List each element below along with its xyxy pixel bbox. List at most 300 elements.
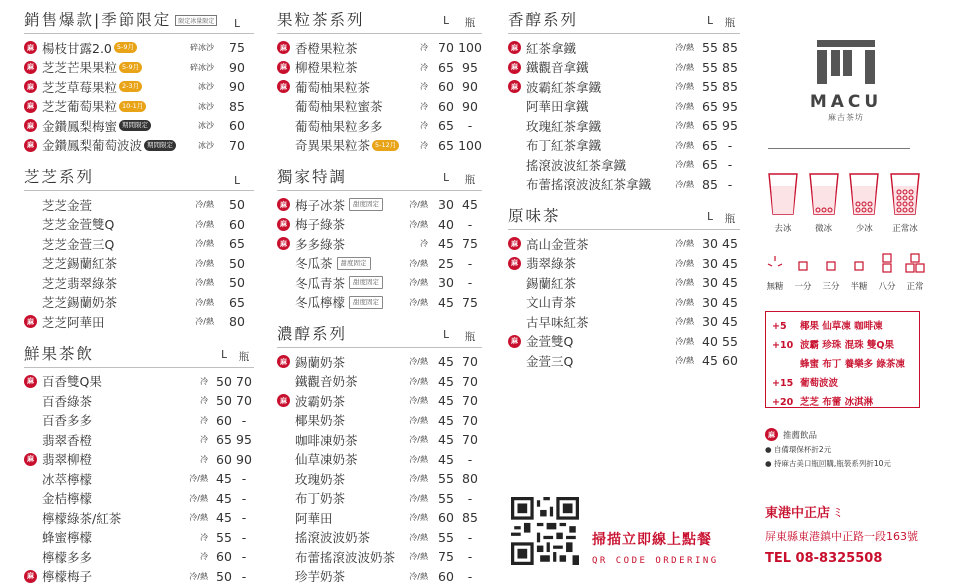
section-title: 原味茶 [508, 207, 561, 225]
item-tag: 甜度固定 [337, 257, 371, 270]
item-name: 古早味紅茶 [526, 314, 589, 330]
item-name: 咖啡凍奶茶 [295, 432, 358, 448]
item-temperature: 冷/熱 [409, 474, 428, 484]
menu-item[interactable] [24, 528, 254, 548]
menu-item[interactable] [277, 352, 482, 372]
menu-item[interactable] [277, 77, 482, 97]
item-name: 波霸紅茶拿鐵 [526, 79, 602, 95]
item-price: 70 [462, 432, 478, 448]
item-price: - [727, 157, 733, 173]
item-name: 仙草凍奶茶 [295, 452, 358, 468]
menu-item[interactable] [24, 450, 254, 470]
menu-item[interactable] [277, 234, 482, 254]
item-price: 65 [702, 98, 718, 114]
item-price: - [241, 412, 247, 428]
item-temperature: 冷/熱 [195, 258, 214, 268]
item-price: 55 [702, 59, 718, 75]
item-name: 布丁奶茶 [295, 491, 346, 507]
item-name: 梅子冰茶 [295, 197, 346, 213]
item-temperature: 冷 [420, 121, 428, 131]
menu-item[interactable] [24, 77, 254, 97]
addon-items: 葡萄波波 [800, 378, 839, 389]
menu-item[interactable] [508, 38, 740, 58]
item-name: 檸檬綠茶/紅茶 [42, 510, 122, 526]
menu-item[interactable] [277, 293, 482, 313]
sugar-cube-icon [820, 252, 842, 274]
item-name: 金萱雙Q [526, 334, 574, 350]
menu-item[interactable] [24, 508, 254, 528]
item-price: - [241, 471, 247, 487]
item-temperature: 冷/熱 [409, 200, 428, 210]
item-price: 65 [229, 236, 245, 252]
item-temperature: 冰沙 [198, 140, 214, 150]
item-name: 錫蘭奶茶 [295, 354, 346, 370]
item-temperature: 冷 [420, 82, 428, 92]
sugar-level-label: 一分 [794, 282, 812, 292]
item-price: 45 [722, 275, 738, 291]
item-name: 金鑽鳳梨梅蜜 [42, 118, 118, 134]
item-price: 60 [216, 412, 232, 428]
item-temperature: 冷/熱 [195, 200, 214, 210]
section-title: 芝芝系列 [24, 168, 95, 186]
item-name: 錫蘭紅茶 [526, 275, 577, 291]
item-price: 50 [216, 393, 232, 409]
item-price: 65 [216, 432, 232, 448]
section-title: 獨家特調 [277, 168, 348, 186]
item-temperature: 冷/熱 [409, 297, 428, 307]
item-price: 90 [462, 98, 478, 114]
item-name: 柳橙果粒茶 [295, 60, 358, 76]
item-temperature: 冷/熱 [409, 552, 428, 562]
item-price: - [241, 568, 247, 584]
item-temperature: 冷 [200, 396, 208, 406]
item-price: 85 [722, 59, 738, 75]
recommend-icon: 麻 [24, 453, 37, 466]
item-price: 85 [462, 510, 478, 526]
item-price: 65 [438, 59, 454, 75]
menu-item[interactable] [277, 489, 482, 509]
menu-item[interactable] [24, 547, 254, 567]
item-price: 55 [702, 79, 718, 95]
item-temperature: 冷 [420, 101, 428, 111]
item-temperature: 冷/熱 [675, 179, 694, 189]
item-name: 芝芝金萱三Q [42, 236, 115, 252]
recommend-icon: 麻 [765, 428, 778, 441]
item-temperature: 冷/熱 [675, 43, 694, 53]
item-temperature: 冷/熱 [409, 532, 428, 542]
item-tag: 2-3月 [119, 81, 142, 92]
addon-items: 蜂蜜 布丁 養樂多 綠茶凍 [800, 359, 905, 370]
item-name: 珍芋奶茶 [295, 569, 346, 585]
menu-item[interactable] [508, 234, 740, 254]
item-price: 45 [438, 236, 454, 252]
recommend-icon: 麻 [24, 119, 37, 132]
ice-level-label: 少冰 [855, 224, 873, 234]
ice-level-item [805, 170, 843, 234]
column-header: L [443, 15, 449, 27]
item-price: - [467, 568, 473, 584]
menu-item[interactable] [277, 430, 482, 450]
addon-row [772, 393, 913, 412]
recommend-icon: 麻 [508, 257, 521, 270]
section-title: 鮮果茶飲 [24, 344, 95, 363]
section-column-headers [214, 349, 254, 364]
item-temperature: 冰沙 [198, 121, 214, 131]
item-temperature: 冷/熱 [675, 140, 694, 150]
item-name: 百香雙Q果 [42, 374, 102, 390]
item-price: 30 [702, 236, 718, 252]
item-name: 冬瓜茶 [295, 256, 333, 272]
item-price: 60 [229, 216, 245, 232]
item-price: 40 [702, 333, 718, 349]
sugar-level-item [792, 252, 814, 292]
item-price: 90 [236, 451, 252, 467]
item-price: 30 [702, 255, 718, 271]
menu-item[interactable] [24, 469, 254, 489]
item-temperature: 冷 [420, 239, 428, 249]
sugar-level-item [764, 252, 786, 292]
menu-column-1 [24, 8, 254, 586]
item-temperature: 冷/熱 [195, 219, 214, 229]
menu-item[interactable] [277, 450, 482, 470]
menu-item[interactable] [508, 155, 740, 175]
item-tag: 甜度固定 [349, 198, 383, 211]
menu-item[interactable] [24, 58, 254, 78]
recommend-icon: 麻 [24, 100, 37, 113]
logo-text: MACU [809, 92, 883, 112]
addon-row [772, 374, 913, 393]
item-temperature: 冷/熱 [675, 278, 694, 288]
item-price: 30 [702, 314, 718, 330]
menu-item[interactable] [24, 411, 254, 431]
menu-item[interactable] [508, 351, 740, 371]
menu-section-seasonal [24, 8, 254, 155]
menu-item[interactable] [277, 528, 482, 548]
menu-item[interactable] [508, 97, 740, 117]
section-title: 濃醇系列 [277, 325, 348, 343]
section-badge: 限定冰量限定 [175, 15, 217, 26]
divider [768, 148, 910, 149]
item-price: 95 [722, 98, 738, 114]
item-name: 阿華田拿鐵 [526, 99, 589, 115]
item-name: 布丁紅茶拿鐵 [526, 138, 602, 154]
item-price: 50 [216, 373, 232, 389]
item-temperature: 冷/熱 [189, 513, 208, 523]
section-header [24, 165, 254, 191]
ice-level-label: 去冰 [774, 224, 792, 234]
item-price: 65 [229, 294, 245, 310]
menu-section-special [277, 165, 482, 312]
item-price: - [467, 549, 473, 565]
item-temperature: 冷 [200, 454, 208, 464]
item-price: 70 [462, 373, 478, 389]
menu-item[interactable] [277, 411, 482, 431]
item-price: 95 [722, 118, 738, 134]
menu-item[interactable] [508, 332, 740, 352]
ice-level-item [886, 170, 924, 234]
item-price: 45 [722, 236, 738, 252]
item-temperature: 冷/熱 [195, 239, 214, 249]
item-price: 30 [702, 275, 718, 291]
menu-item[interactable] [277, 195, 482, 215]
item-price: - [467, 490, 473, 506]
item-temperature: 冷/熱 [409, 513, 428, 523]
item-name: 芝芝錫蘭奶茶 [42, 295, 118, 311]
item-price: 60 [438, 98, 454, 114]
section-column-headers [434, 329, 482, 344]
item-temperature: 冷/熱 [675, 239, 694, 249]
menu-item[interactable] [24, 312, 254, 332]
section-header [508, 8, 740, 34]
item-price: 55 [216, 529, 232, 545]
menu-item[interactable] [277, 254, 482, 274]
item-name: 翡翠香橙 [42, 432, 93, 448]
item-name: 葡萄柚果粒多多 [295, 118, 383, 134]
menu-item[interactable] [508, 58, 740, 78]
item-temperature: 冷/熱 [675, 101, 694, 111]
ice-level-item [764, 170, 802, 234]
item-price: 60 [438, 79, 454, 95]
recommend-icon: 麻 [508, 335, 521, 348]
item-name: 文山青茶 [526, 295, 577, 311]
menu-item[interactable] [277, 273, 482, 293]
item-temperature: 冷/熱 [675, 121, 694, 131]
menu-item[interactable] [24, 97, 254, 117]
item-tag: 甜度固定 [349, 296, 383, 309]
menu-item[interactable] [24, 38, 254, 58]
scan-order-text-en: QR CODE ORDERING [592, 556, 719, 566]
item-temperature: 冷/熱 [409, 396, 428, 406]
menu-item[interactable] [24, 489, 254, 509]
item-name: 百香多多 [42, 413, 93, 429]
column-header: 瓶 [464, 17, 476, 29]
menu-item[interactable] [277, 391, 482, 411]
item-temperature: 冷 [420, 62, 428, 72]
menu-item[interactable] [24, 136, 254, 156]
item-price: 80 [229, 314, 245, 330]
store-name: 東港中正店 ﾐ [765, 506, 842, 521]
menu-item[interactable] [508, 254, 740, 274]
item-temperature: 冷 [200, 552, 208, 562]
menu-section-rich [277, 322, 482, 586]
menu-item[interactable] [508, 116, 740, 136]
column-header: 瓶 [464, 174, 476, 186]
menu-column-3 [508, 8, 740, 371]
menu-item[interactable] [24, 430, 254, 450]
item-tag: 期間限定 [144, 140, 176, 151]
item-temperature: 冷/熱 [409, 357, 428, 367]
column-header: L [707, 211, 713, 223]
item-name: 搖滾波波奶茶 [295, 530, 371, 546]
menu-item[interactable] [508, 175, 740, 195]
section-column-headers [220, 175, 254, 187]
addon-price-box [765, 311, 920, 408]
menu-item[interactable] [24, 391, 254, 411]
item-price: 95 [462, 59, 478, 75]
item-price: 85 [722, 79, 738, 95]
menu-section-fragrant [508, 8, 740, 194]
item-price: 100 [458, 137, 482, 153]
section-title: 香醇系列 [508, 11, 579, 29]
menu-item[interactable] [508, 312, 740, 332]
item-price: 60 [438, 568, 454, 584]
item-price: 65 [702, 157, 718, 173]
item-price: 45 [722, 294, 738, 310]
qr-code-icon[interactable] [511, 497, 579, 565]
sugar-level-label: 半糖 [850, 282, 868, 292]
section-column-headers [434, 172, 482, 187]
recommend-icon: 麻 [277, 394, 290, 407]
item-price: - [467, 275, 473, 291]
menu-item[interactable] [277, 58, 482, 78]
item-price: 55 [722, 333, 738, 349]
recommend-icon: 麻 [24, 570, 37, 583]
menu-section-zhizhi [24, 165, 254, 332]
item-temperature: 冷/熱 [409, 376, 428, 386]
item-temperature: 冷 [420, 140, 428, 150]
menu-section-original [508, 204, 740, 371]
sugar-level-guide [764, 252, 926, 292]
recommend-icon: 麻 [277, 198, 290, 211]
addon-price: +15 [772, 378, 794, 389]
menu-item[interactable] [277, 215, 482, 235]
item-price: 50 [229, 197, 245, 213]
column-header: L [707, 15, 713, 27]
menu-item[interactable] [508, 77, 740, 97]
item-temperature: 冷/熱 [189, 474, 208, 484]
item-price: 85 [229, 98, 245, 114]
sugar-cube-icon [904, 252, 926, 274]
item-price: 45 [722, 255, 738, 271]
item-name: 芝芝芒果果粒 [42, 60, 118, 76]
item-temperature: 冷/熱 [409, 258, 428, 268]
item-price: - [467, 451, 473, 467]
ice-level-label: 正常冰 [892, 224, 918, 234]
recommend-icon: 麻 [277, 218, 290, 231]
section-header [508, 204, 740, 230]
column-header: 瓶 [464, 331, 476, 343]
menu-item[interactable] [24, 273, 254, 293]
section-title: 果粒茶系列 [277, 11, 365, 29]
item-name: 冰萃檸檬 [42, 471, 93, 487]
item-name: 搖滾波波紅茶拿鐵 [526, 157, 627, 173]
item-tag: 期間限定 [119, 120, 151, 131]
menu-item[interactable] [24, 293, 254, 313]
recommend-icon: 麻 [277, 355, 290, 368]
menu-item[interactable] [277, 97, 482, 117]
cup-icon [807, 170, 841, 216]
menu-item[interactable] [24, 116, 254, 136]
menu-item[interactable] [24, 215, 254, 235]
recommend-icon: 麻 [508, 41, 521, 54]
menu-item[interactable] [277, 469, 482, 489]
item-price: 70 [462, 393, 478, 409]
menu-item[interactable] [277, 136, 482, 156]
menu-item[interactable] [24, 234, 254, 254]
note-2: ● 持麻古美口瓶回購,瓶裝系列折10元 [765, 459, 891, 468]
addon-row [772, 317, 913, 336]
item-price: 65 [702, 118, 718, 134]
store-phone[interactable]: TEL 08-8325508 [765, 551, 883, 566]
item-price: 55 [702, 40, 718, 56]
recommend-icon: 麻 [277, 41, 290, 54]
sugar-level-label: 八分 [878, 282, 896, 292]
section-header [24, 8, 254, 34]
recommend-icon: 麻 [508, 61, 521, 74]
menu-item[interactable] [508, 136, 740, 156]
menu-item[interactable] [277, 508, 482, 528]
item-price: 40 [438, 216, 454, 232]
section-column-headers [220, 18, 254, 30]
item-temperature: 冷 [200, 435, 208, 445]
menu-item[interactable] [24, 254, 254, 274]
item-price: 75 [462, 236, 478, 252]
item-name: 金桔檸檬 [42, 491, 93, 507]
item-price: 100 [458, 40, 482, 56]
ice-level-item [845, 170, 883, 234]
item-price: 45 [462, 197, 478, 213]
item-name: 翡翠綠茶 [526, 256, 577, 272]
item-name: 玫瑰紅茶拿鐵 [526, 118, 602, 134]
item-price: 45 [438, 432, 454, 448]
item-price: - [241, 510, 247, 526]
item-price: 55 [438, 529, 454, 545]
menu-item[interactable] [508, 293, 740, 313]
menu-item[interactable] [277, 547, 482, 567]
sugar-level-item [904, 252, 926, 292]
recommend-icon: 麻 [24, 315, 37, 328]
menu-column-2 [277, 8, 482, 586]
item-price: 65 [438, 137, 454, 153]
item-temperature: 冷/熱 [409, 454, 428, 464]
recommend-icon: 麻 [277, 61, 290, 74]
menu-item[interactable] [277, 116, 482, 136]
recommend-label: 推薦飲品 [783, 430, 818, 441]
item-price: 70 [438, 40, 454, 56]
item-temperature: 冷 [200, 376, 208, 386]
menu-item[interactable] [24, 372, 254, 392]
addon-items: 波霸 珍珠 混珠 雙Q果 [800, 340, 894, 351]
item-name: 芝芝翡翠綠茶 [42, 275, 118, 291]
menu-item[interactable] [508, 273, 740, 293]
column-header: 瓶 [724, 213, 736, 225]
addon-items: 椰果 仙草凍 咖啡凍 [800, 321, 883, 332]
menu-item[interactable] [24, 567, 254, 586]
item-temperature: 冷/熱 [409, 415, 428, 425]
menu-item[interactable] [24, 195, 254, 215]
sugar-level-item [820, 252, 842, 292]
addon-price: +20 [772, 397, 794, 408]
recommend-icon: 麻 [277, 80, 290, 93]
ice-level-label: 微冰 [815, 224, 833, 234]
item-price: - [727, 137, 733, 153]
column-header: L [443, 329, 449, 341]
item-price: 70 [462, 354, 478, 370]
item-name: 芝芝葡萄果粒 [42, 99, 118, 115]
menu-item[interactable] [277, 567, 482, 586]
item-name: 翡翠柳橙 [42, 452, 93, 468]
item-price: - [727, 176, 733, 192]
section-column-headers [700, 211, 740, 226]
item-temperature: 冷/熱 [409, 493, 428, 503]
addon-items: 芝芝 布蕾 冰淇淋 [800, 397, 874, 408]
item-name: 冬瓜檸檬 [295, 295, 346, 311]
menu-item[interactable] [277, 372, 482, 392]
menu-item[interactable] [277, 38, 482, 58]
item-price: - [467, 118, 473, 134]
item-price: 65 [702, 137, 718, 153]
item-temperature: 冷/熱 [675, 160, 694, 170]
